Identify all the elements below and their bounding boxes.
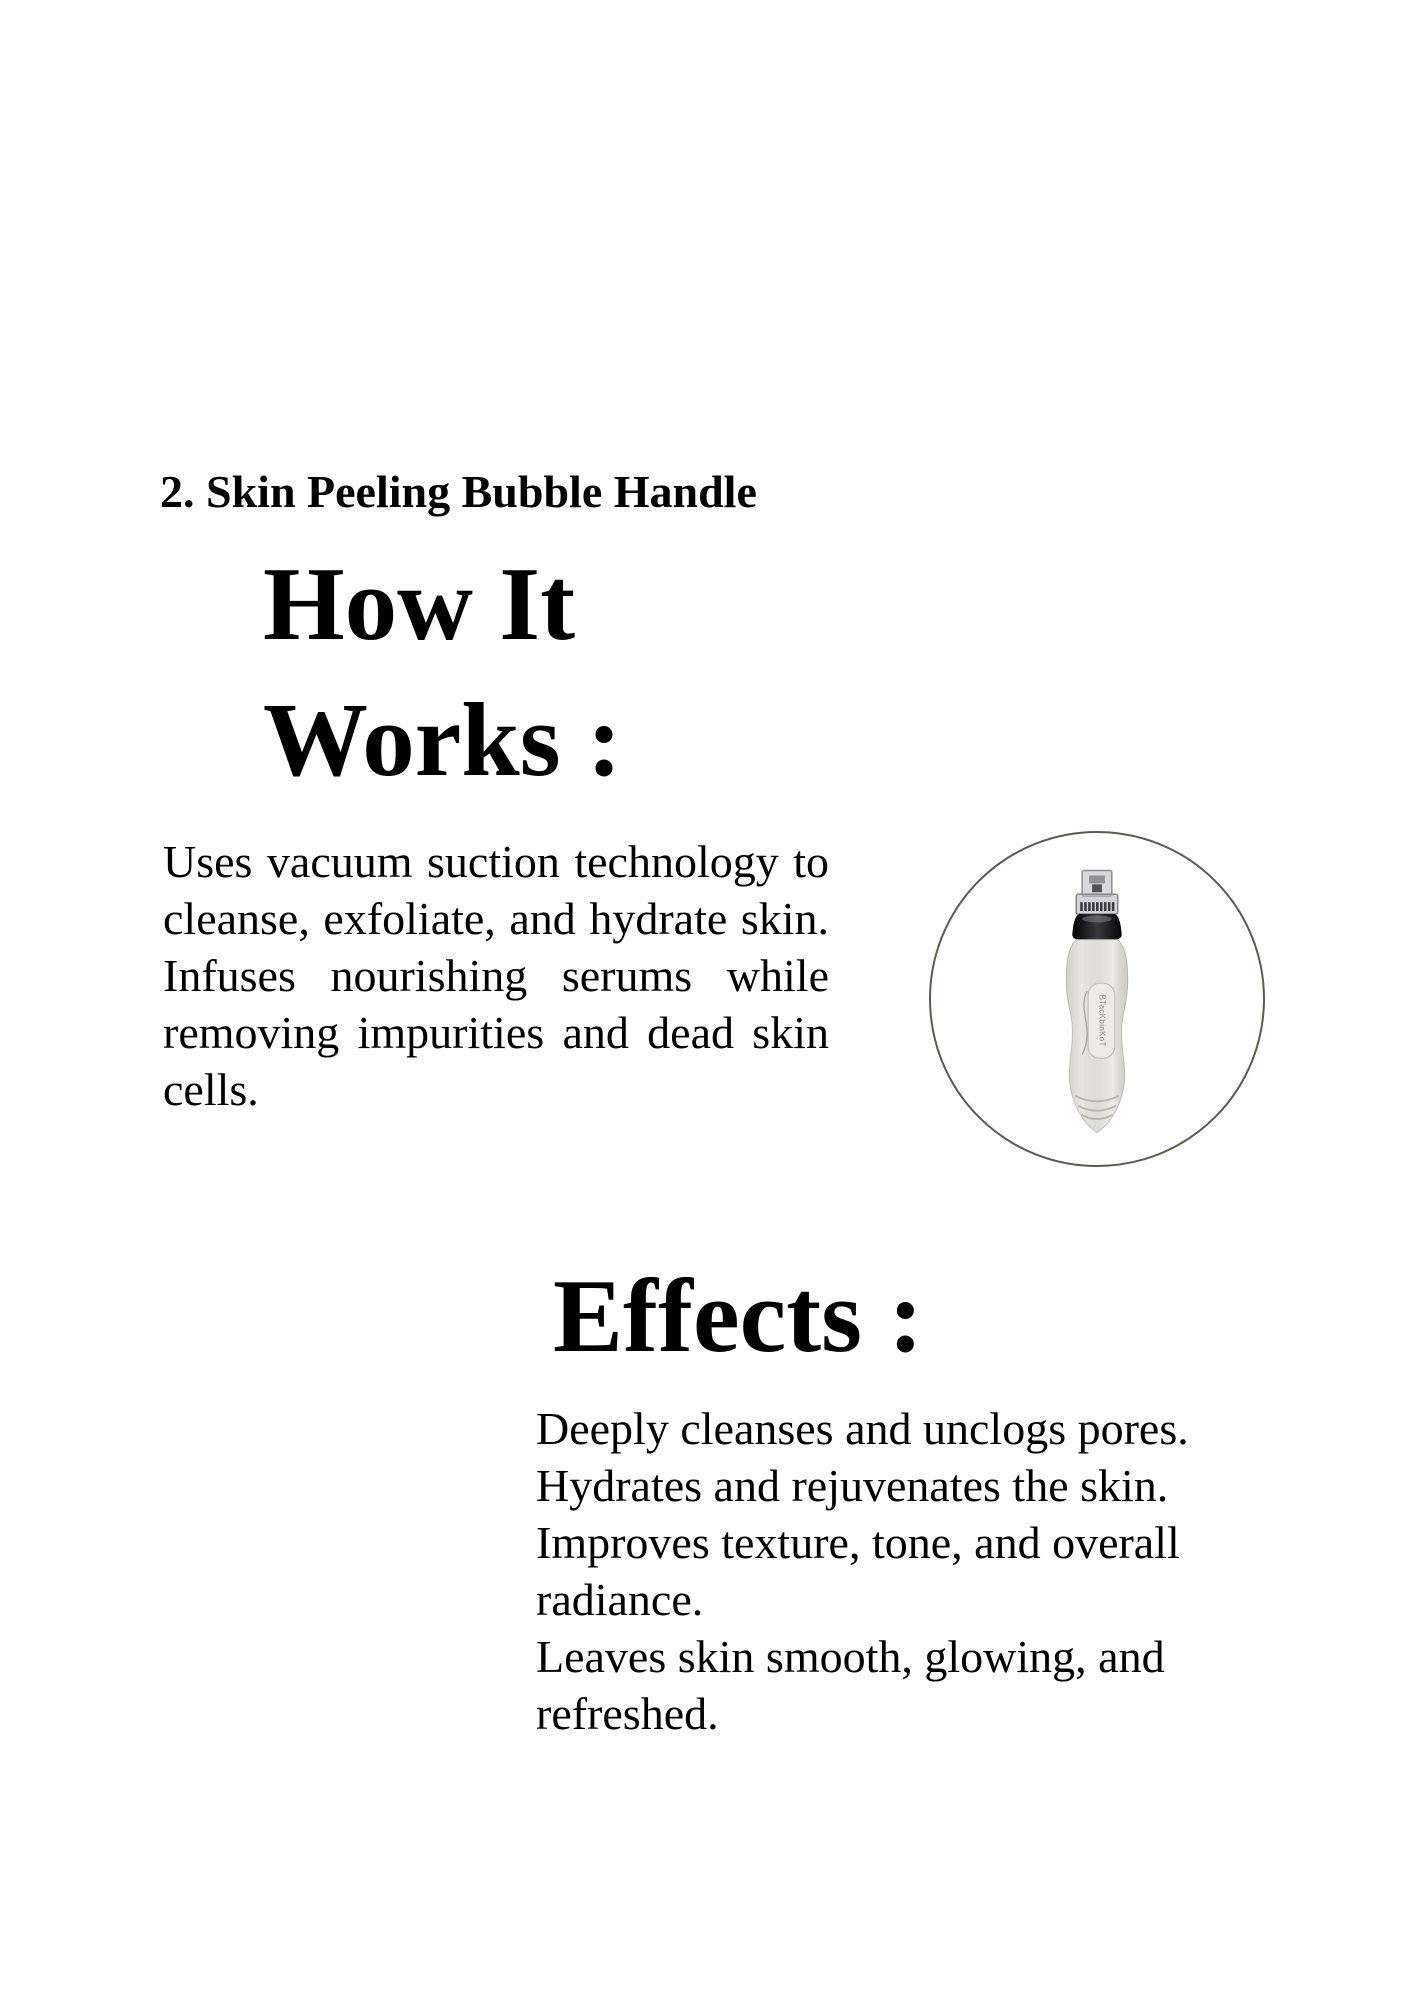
how-it-works-paragraph (163, 833, 829, 1118)
effects-heading: Effects : (553, 1257, 924, 1374)
how-it-works-heading (263, 536, 622, 808)
paragraph-line: cleanse, exfoliate, and hydrate skin. (163, 893, 829, 944)
effects-line: Improves texture, tone, and overall (536, 1517, 1180, 1568)
paragraph-line: Uses vacuum suction technology to (163, 836, 829, 887)
device-photo-circle (929, 831, 1265, 1167)
handle-body (1066, 940, 1127, 1133)
paragraph-line: cells. (163, 1064, 259, 1115)
effects-line: refreshed. (536, 1688, 719, 1739)
heading-line: Works : (263, 681, 622, 798)
effects-line: Leaves skin smooth, glowing, and (536, 1631, 1165, 1682)
clear-tip (1076, 871, 1118, 914)
handpiece-label: BTacKbinKoT (1097, 994, 1107, 1047)
handpiece-image (931, 833, 1263, 1165)
paragraph-line: Infuses nourishing serums while (163, 950, 829, 1001)
effects-line: radiance. (536, 1574, 704, 1625)
effects-list (536, 1400, 1236, 1742)
black-band (1072, 914, 1121, 940)
effects-line: Deeply cleanses and unclogs pores. (536, 1403, 1189, 1454)
heading-line: How It (263, 545, 576, 662)
paragraph-line: removing impurities and dead skin (163, 1007, 829, 1058)
section-heading: 2. Skin Peeling Bubble Handle (160, 466, 757, 517)
effects-line: Hydrates and rejuvenates the skin. (536, 1460, 1169, 1511)
